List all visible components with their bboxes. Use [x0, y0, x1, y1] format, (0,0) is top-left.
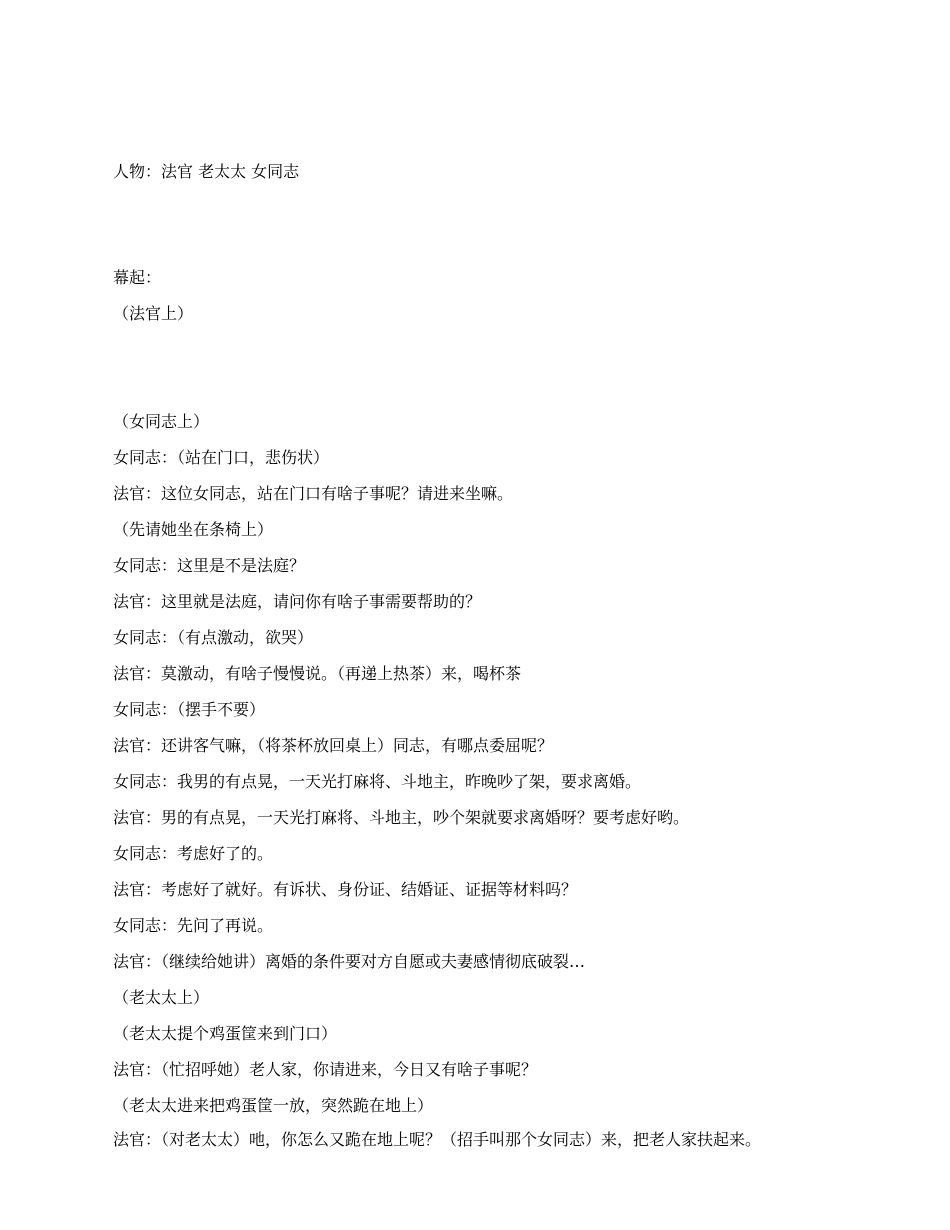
- stage-direction: （法官上）: [113, 304, 194, 323]
- spacer: [113, 338, 843, 410]
- dialogue-line: 法官：这里就是法庭，请问你有啥子事需要帮助的？: [113, 592, 482, 611]
- dialogue-line: 女同志：考虑好了的。: [113, 844, 274, 863]
- dialogue-line: 女同志：（有点激动，欲哭）: [113, 628, 314, 647]
- stage-direction: （老太太进来把鸡蛋筐一放，突然跪在地上）: [113, 1096, 434, 1115]
- curtain-line: 幕起：: [113, 268, 162, 287]
- stage-direction: （先请她坐在条椅上）: [113, 520, 274, 539]
- stage-direction: （老太太提个鸡蛋筐来到门口）: [113, 1024, 338, 1043]
- dialogue-line: 法官：（对老太太）吔，你怎么又跪在地上呢？（招手叫那个女同志）来，把老人家扶起来。: [113, 1130, 762, 1149]
- dialogue-line: 法官：考虑好了就好。有诉状、身份证、结婚证、证据等材料吗？: [113, 880, 578, 899]
- stage-direction: （女同志上）: [113, 412, 210, 431]
- spacer: [113, 196, 843, 266]
- dialogue-line: 女同志：这里是不是法庭？: [113, 556, 306, 575]
- dialogue-line: 女同志：我男的有点晃，一天光打麻将、斗地主，昨晚吵了架，要求离婚。: [113, 772, 642, 791]
- dialogue-line: 法官：男的有点晃，一天光打麻将、斗地主，吵个架就要求离婚呀？要考虑好哟。: [113, 808, 690, 827]
- dialogue-line: 女同志：（站在门口，悲伤状）: [113, 448, 330, 467]
- dialogue-line: 法官：还讲客气嘛，（将茶杯放回桌上）同志，有哪点委屈呢？: [113, 736, 554, 755]
- dialogue-line: 法官：这位女同志，站在门口有啥子事呢？请进来坐嘛。: [113, 484, 514, 503]
- characters-line: 人物：法官 老太太 女同志: [113, 162, 300, 181]
- stage-direction: （老太太上）: [113, 988, 210, 1007]
- dialogue-line: 法官：（忙招呼她）老人家，你请进来，今日又有啥子事呢？: [113, 1060, 538, 1079]
- dialogue-line: 女同志：（摆手不要）: [113, 700, 266, 719]
- script-body: [113, 160, 843, 1150]
- dialogue-line: 女同志：先问了再说。: [113, 916, 274, 935]
- dialogue-line: 法官：莫激动，有啥子慢慢说。（再递上热茶）来，喝杯茶: [113, 664, 522, 683]
- dialogue-line: 法官：（继续给她讲）离婚的条件要对方自愿或夫妻感情彻底破裂…: [113, 952, 586, 971]
